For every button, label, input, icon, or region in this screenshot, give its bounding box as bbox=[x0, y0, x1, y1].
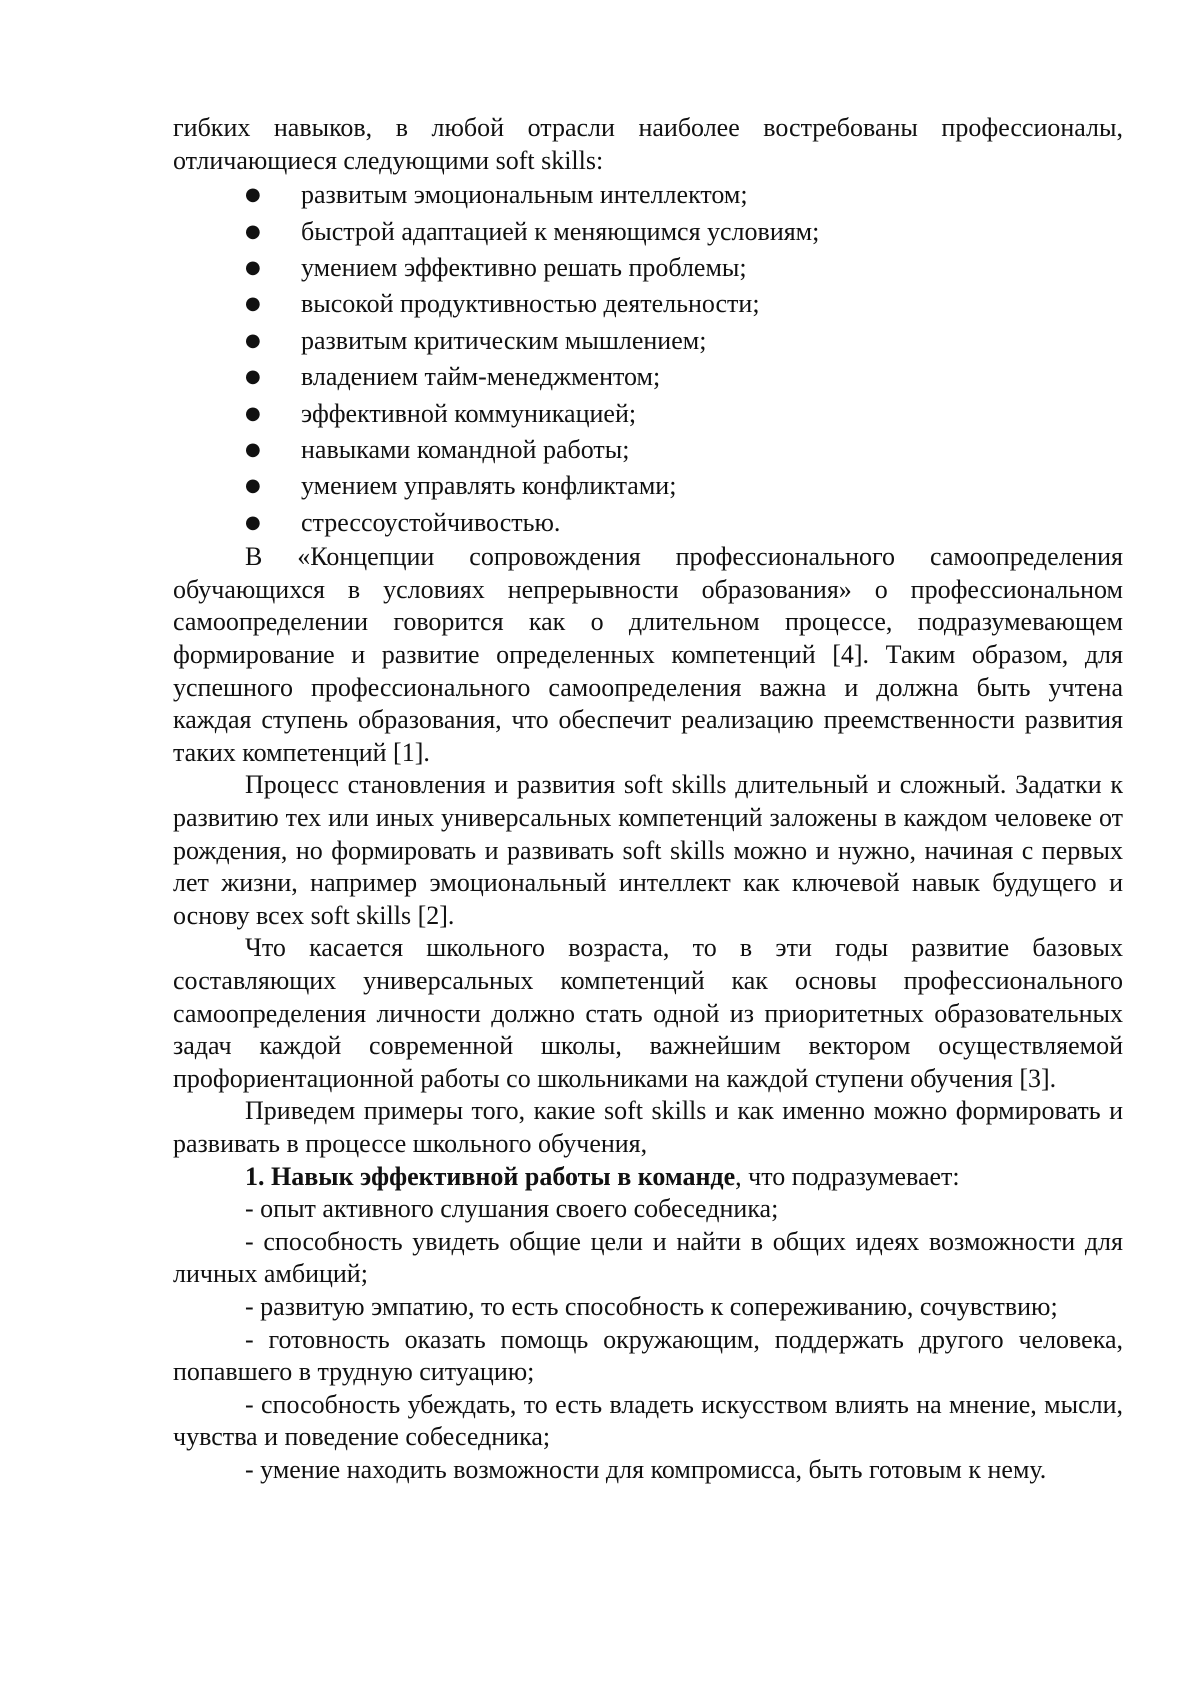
team-skill-item: - опыт активного слушания своего собеседника; bbox=[173, 1193, 1123, 1226]
bullet-icon: ● bbox=[245, 177, 261, 213]
team-skill-item: - способность увидеть общие цели и найти в общих идеях возможности для личных амбиций; bbox=[173, 1226, 1123, 1291]
list-item: ● быстрой адаптацией к меняющимся условиям; bbox=[173, 214, 1123, 250]
team-skill-item: - способность убеждать, то есть владеть искусством влиять на мнение, мысли, чувства и поведение собеседника; bbox=[173, 1389, 1123, 1454]
bullet-icon: ● bbox=[245, 359, 261, 395]
list-item: ● развитым эмоциональным интеллектом; bbox=[173, 177, 1123, 213]
bullet-icon: ● bbox=[245, 468, 261, 504]
list-item: ● навыками командной работы; bbox=[173, 432, 1123, 468]
bullet-icon: ● bbox=[245, 396, 261, 432]
bullet-icon: ● bbox=[245, 214, 261, 250]
bullet-icon: ● bbox=[245, 323, 261, 359]
intro-paragraph: гибких навыков, в любой отрасли наиболее востребованы профессионалы, отличающиеся следующими soft skills: bbox=[173, 112, 1123, 177]
section-title-suffix: , что подразумевает: bbox=[735, 1162, 960, 1191]
list-item: ● стрессоустойчивостью. bbox=[173, 505, 1123, 541]
bullet-icon: ● bbox=[245, 432, 261, 468]
bullet-icon: ● bbox=[245, 250, 261, 286]
concept-paragraph: В «Концепции сопровождения профессионального самоопределения обучающихся в условиях непрерывности образования» о профессиональном самоопределении говорится как о длительном процессе, подразумевающем формирование и развитие определенных компетенций [4]. Таким образом, для успешного профессионального самоопределения важна и должна быть учтена каждая ступень образования, что обеспечит реализацию преемственности развития таких компетенций [1]. bbox=[173, 541, 1123, 769]
list-item: ● владением тайм-менеджментом; bbox=[173, 359, 1123, 395]
soft-skills-list bbox=[173, 177, 1123, 541]
process-paragraph: Процесс становления и развития soft skills длительный и сложный. Задатки к развитию тех или иных универсальных компетенций заложены в каждом человеке от рождения, но формировать и развивать soft skills можно и нужно, начиная с первых лет жизни, например эмоциональный интеллект как ключевой навык будущего и основу всех soft skills [2]. bbox=[173, 769, 1123, 932]
section-heading bbox=[173, 1161, 1123, 1194]
list-item: ● умением управлять конфликтами; bbox=[173, 468, 1123, 504]
school-age-paragraph: Что касается школьного возраста, то в эти годы развитие базовых составляющих универсальных компетенций как основы профессионального самоопределения личности должно стать одной из приоритетных образовательных задач каждой современной школы, важнейшим вектором осуществляемой профориентационной работы со школьниками на каждой ступени обучения [3]. bbox=[173, 932, 1123, 1095]
bullet-icon: ● bbox=[245, 286, 261, 322]
list-item: ● умением эффективно решать проблемы; bbox=[173, 250, 1123, 286]
list-item: ● эффективной коммуникацией; bbox=[173, 396, 1123, 432]
document-page bbox=[173, 112, 1123, 1486]
team-skill-item: - умение находить возможности для компромисса, быть готовым к нему. bbox=[173, 1454, 1123, 1487]
section-title: 1. Навык эффективной работы в команде bbox=[245, 1162, 735, 1191]
team-skill-item: - развитую эмпатию, то есть способность к сопереживанию, сочувствию; bbox=[173, 1291, 1123, 1324]
list-item: ● развитым критическим мышлением; bbox=[173, 323, 1123, 359]
examples-paragraph: Приведем примеры того, какие soft skills и как именно можно формировать и развивать в процессе школьного обучения, bbox=[173, 1095, 1123, 1160]
list-item: ● высокой продуктивностью деятельности; bbox=[173, 286, 1123, 322]
team-skill-item: - готовность оказать помощь окружающим, поддержать другого человека, попавшего в трудную ситуацию; bbox=[173, 1324, 1123, 1389]
bullet-icon: ● bbox=[245, 505, 261, 541]
